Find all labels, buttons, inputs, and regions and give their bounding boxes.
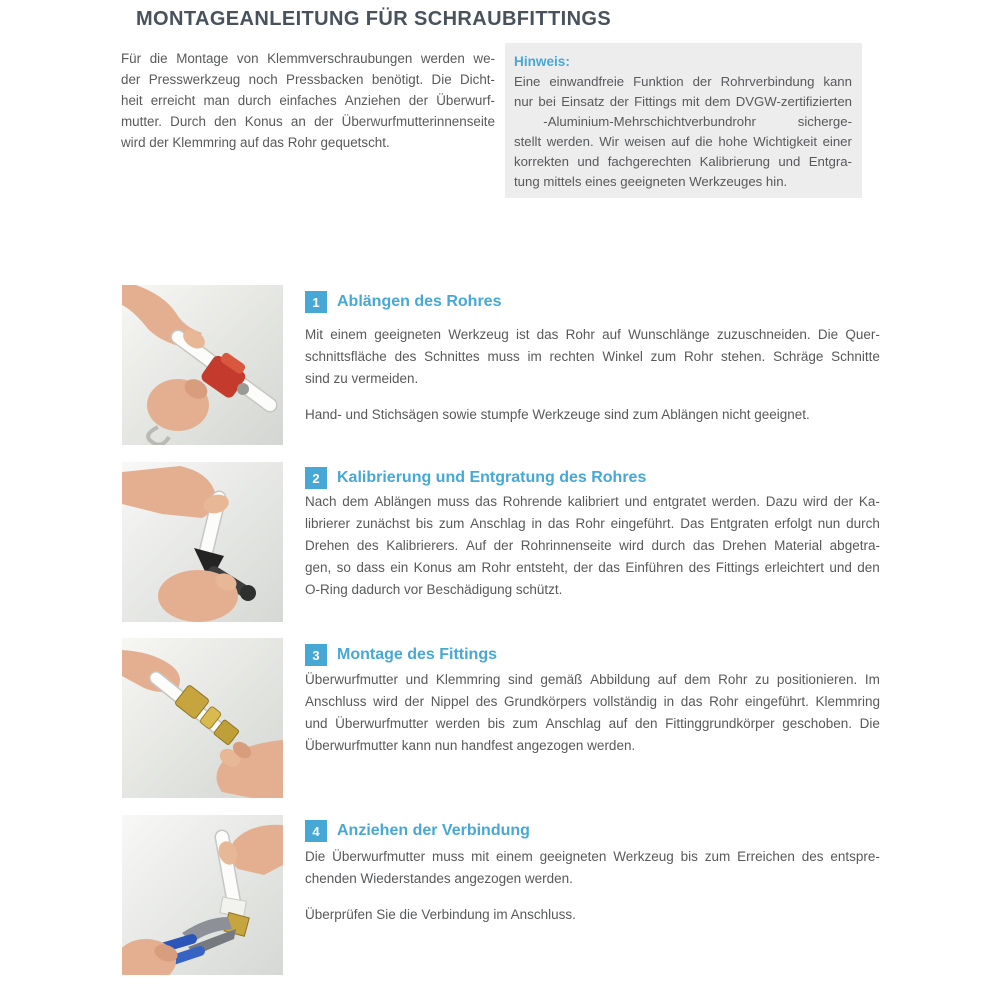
step-1-title: Ablängen des Rohres: [337, 293, 502, 310]
text-line: heit erreicht man durch einfaches Anziehen der Überwurf-: [121, 93, 495, 108]
note-box: [505, 43, 862, 198]
text-line: O-Ring dadurch vor Beschädigung schützt.: [305, 582, 563, 597]
text-line: Überprüfen Sie die Verbindung im Anschluss.: [305, 907, 576, 922]
text-line: tung mittels eines geeigneten Werkzeuges hin.: [514, 174, 788, 189]
step-4-number-badge: 4: [305, 820, 327, 842]
step-1-photo: [122, 285, 283, 445]
paragraph: [305, 491, 880, 601]
step-2-text: [305, 491, 880, 601]
step-4-text: [305, 846, 880, 926]
text-line: Hand- und Stichsägen sowie stumpfe Werkzeuge sind zum Ablängen nicht geeignet.: [305, 407, 810, 422]
fitting-assembly-photo: [122, 638, 283, 798]
text-line: der Presswerkzeug noch Pressbacken benötigt. Die Dicht-: [121, 72, 495, 87]
tightening-pliers-photo: [122, 815, 283, 975]
paragraph: [305, 324, 880, 390]
step-3-text: [305, 669, 880, 757]
text-line: Anschluss wird der Nippel des Grundkörpers vollständig in das Rohr eingeführt. Klemmring: [305, 694, 880, 709]
paragraph: [305, 904, 880, 926]
text-line: Die Überwurfmutter muss mit einem geeigneten Werkzeug bis zum Erreichen des entspre-: [305, 849, 880, 864]
text-line: stellt werden. Wir weisen auf die hohe Wichtigkeit einer: [514, 134, 852, 149]
step-2-number-badge: 2: [305, 467, 327, 489]
paragraph: [305, 404, 880, 426]
intro-paragraph: [121, 48, 495, 153]
text-line: und Überwurfmutter werden bis zum Anschlag auf den Fittinggrundkörper geschoben. Die: [305, 716, 880, 731]
note-body: [514, 72, 852, 192]
text-line: Drehen des Kalibrierers. Auf der Rohrinnenseite wird durch das Drehen Material abgetra-: [305, 538, 880, 553]
step-1-text: [305, 324, 880, 426]
note-title: Hinweis:: [514, 54, 570, 69]
step-2-title: Kalibrierung und Entgratung des Rohres: [337, 469, 647, 486]
text-line: schnittsfläche des Schnittes muss im rechten Winkel zum Rohr stehen. Schräge Schnitte: [305, 349, 880, 364]
step-3-title: Montage des Fittings: [337, 646, 497, 663]
text-line: korrekten und fachgerechten Kalibrierung und Entgra-: [514, 154, 852, 169]
text-line: chenden Wiederstandes angezogen werden.: [305, 871, 573, 886]
step-4-title: Anziehen der Verbindung: [337, 822, 530, 839]
text-line: gen, so dass ein Konus am Rohr entsteht, der das Einführen des Fittings erleichtert und den: [305, 560, 880, 575]
text-line: librierer zunächst bis zum Anschlag in das Rohr eingeführt. Das Entgraten erfolgt nun durch: [305, 516, 880, 531]
text-line: Eine einwandfreie Funktion der Rohrverbindung kann: [514, 74, 852, 89]
page-title: MONTAGEANLEITUNG FÜR SCHRAUBFITTINGS: [136, 8, 612, 30]
text-line: mutter. Durch den Konus an der Überwurfmutterinnenseite: [121, 114, 495, 129]
text-line: sind zu vermeiden.: [305, 371, 419, 386]
paragraph: [305, 669, 880, 757]
step-1-number-badge: 1: [305, 291, 327, 313]
step-3-photo: [122, 638, 283, 798]
text-line: Nach dem Ablängen muss das Rohrende kalibriert und entgratet werden. Dazu wird der Ka-: [305, 494, 880, 509]
text-line: -Aluminium-Mehrschichtverbundrohr sicherge-: [514, 114, 852, 129]
text-line: nur bei Einsatz der Fittings mit dem DVGW-zertifizierten: [514, 94, 852, 109]
paragraph: [305, 846, 880, 890]
step-3-number-badge: 3: [305, 644, 327, 666]
calibrator-photo: [122, 462, 283, 622]
pipe-cutter-photo: [122, 285, 283, 445]
step-4-photo: [122, 815, 283, 975]
text-line: Überwurfmutter und Klemmring sind gemäß Abbildung auf dem Rohr zu positionieren. Im: [305, 672, 880, 687]
step-2-photo: [122, 462, 283, 622]
text-line: Überwurfmutter kann nun handfest angezogen werden.: [305, 738, 636, 753]
text-line: wird der Klemmring auf das Rohr gequetscht.: [121, 135, 390, 150]
text-line: Mit einem geeigneten Werkzeug ist das Rohr auf Wunschlänge zuzuschneiden. Die Quer-: [305, 327, 880, 342]
text-line: Für die Montage von Klemmverschraubungen werden we-: [121, 51, 495, 66]
